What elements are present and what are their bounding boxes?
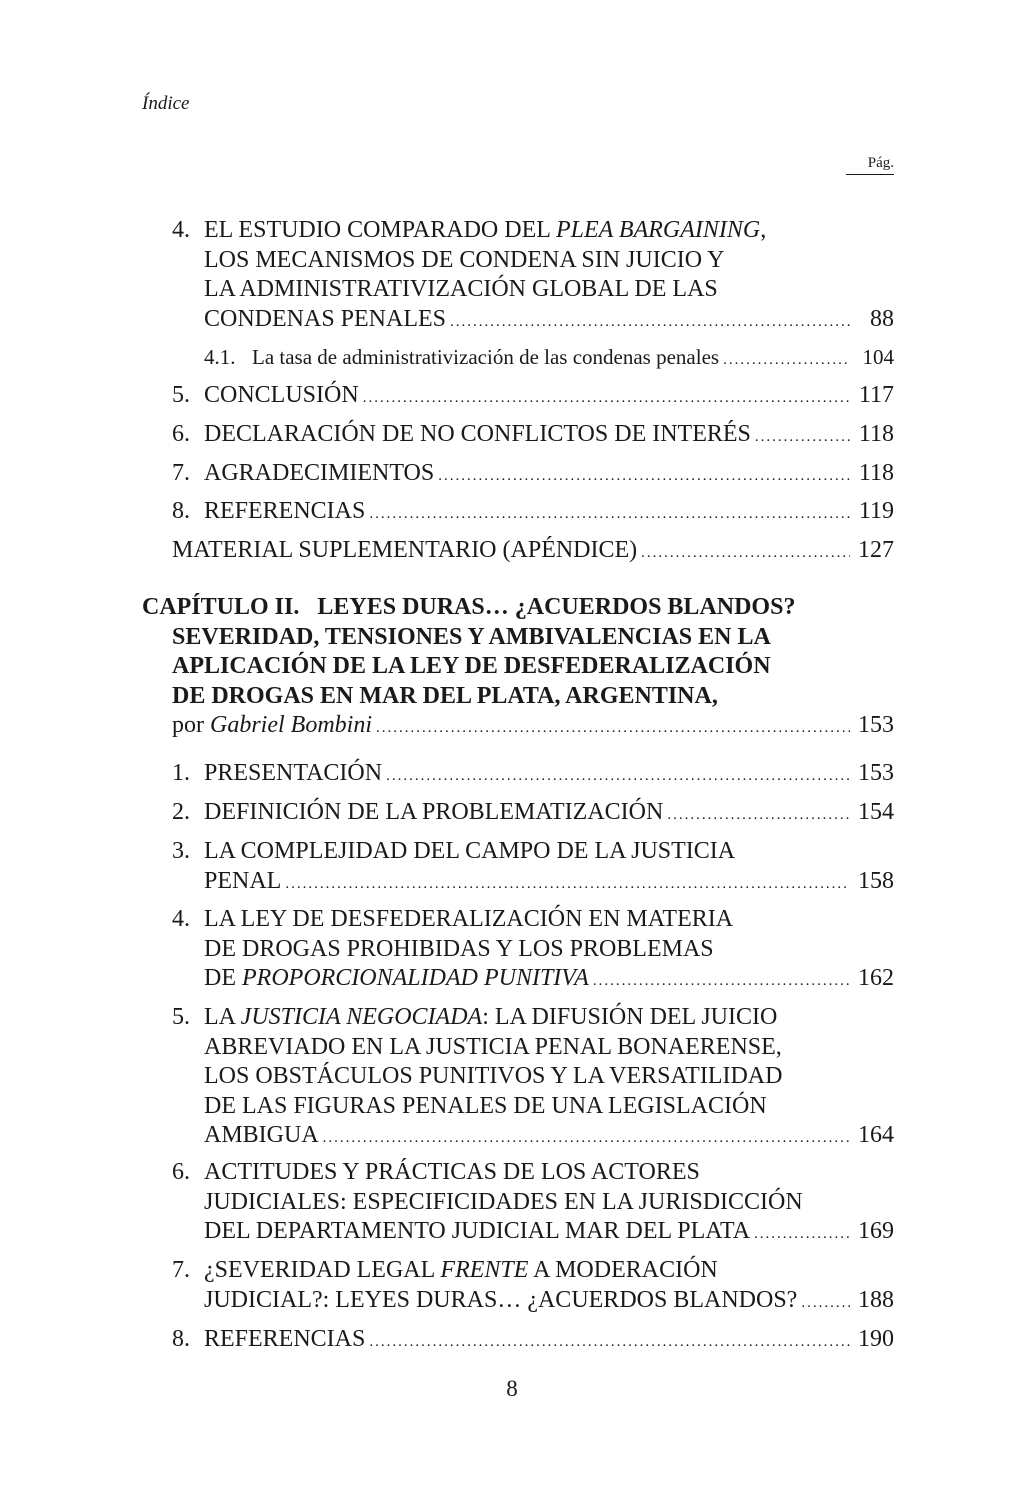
dot-leader <box>386 762 850 792</box>
toc-entry-page: 154 <box>858 799 894 825</box>
toc-entry-title: AGRADECIMIENTOS <box>204 460 435 486</box>
page-number: 8 <box>506 1376 518 1401</box>
dot-leader <box>667 801 850 831</box>
toc-entry[interactable] <box>172 381 894 411</box>
toc-entry-title-line: JUDICIALES: ESPECIFICIDADES EN LA JURISDICCIÓN <box>204 1188 803 1215</box>
toc-entry-number: 2. <box>172 799 190 825</box>
toc-entry-page: 190 <box>858 1326 894 1352</box>
toc-entry[interactable] <box>172 1003 894 1151</box>
toc-entry[interactable] <box>172 420 894 450</box>
toc-entry-page: 127 <box>858 537 894 563</box>
toc-entry-page: 104 <box>862 345 894 369</box>
dot-leader <box>323 1124 850 1154</box>
italic-text: PROPORCIONALIDAD PUNITIVA <box>242 965 589 991</box>
toc-entry-title: CONCLUSIÓN <box>204 382 359 408</box>
dot-leader <box>438 462 850 492</box>
dot-leader <box>450 308 850 338</box>
dot-leader <box>754 1220 850 1250</box>
toc-entry-page: 118 <box>858 421 894 447</box>
dot-leader <box>801 1289 850 1319</box>
toc-entry[interactable] <box>172 216 894 334</box>
toc-entry-title: DEL DEPARTAMENTO JUDICIAL MAR DEL PLATA <box>204 1218 751 1244</box>
toc-entry-title-line: LA ADMINISTRATIVIZACIÓN GLOBAL DE LAS <box>204 276 718 302</box>
toc-entry-title-line <box>204 420 894 450</box>
toc-entry[interactable] <box>172 905 894 994</box>
toc-entry-title: CONDENAS PENALES <box>204 305 447 332</box>
running-head: Índice <box>142 93 190 114</box>
toc-entry-title-line: ABREVIADO EN LA JUSTICIA PENAL BONAERENSE, <box>204 1033 782 1060</box>
chapter-author-line[interactable] <box>142 711 894 744</box>
toc-entry-title: DECLARACIÓN DE NO CONFLICTOS DE INTERÉS <box>204 421 751 447</box>
dot-leader <box>369 500 850 530</box>
toc-entry-number: 6. <box>172 421 190 447</box>
toc-entry-title-line: DE LAS FIGURAS PENALES DE UNA LEGISLACIÓN <box>204 1092 767 1119</box>
toc-entry-number: 5. <box>172 1004 190 1030</box>
toc-entry-number: 4.1. <box>204 345 236 369</box>
italic-text: PLEA BARGAINING <box>556 217 761 243</box>
toc-entry-title-line <box>204 459 894 489</box>
toc-entry-page: 158 <box>858 867 894 894</box>
toc-entry-title-line <box>204 759 894 789</box>
toc-entry-title: DEFINICIÓN DE LA PROBLEMATIZACIÓN <box>204 799 664 825</box>
author-name: Gabriel Bombini <box>210 712 372 738</box>
toc-entry-title-line: LOS OBSTÁCULOS PUNITIVOS Y LA VERSATILIDAD <box>204 1063 783 1089</box>
toc-entry-title: DE PROPORCIONALIDAD PUNITIVA <box>204 965 589 991</box>
toc-entry-title-line <box>204 305 894 335</box>
chapter-heading <box>142 593 894 744</box>
toc-entry-title: PRESENTACIÓN <box>204 760 383 786</box>
toc-entry-page: 119 <box>858 498 894 524</box>
toc-entry[interactable] <box>204 343 894 373</box>
toc-entry[interactable] <box>172 459 894 489</box>
author-prefix: por <box>172 712 210 738</box>
toc-entry-title-line <box>172 536 894 566</box>
toc-entry-title-line <box>204 381 894 411</box>
toc-entry-number: 8. <box>172 498 190 524</box>
toc-entry[interactable] <box>172 837 894 896</box>
toc-entry-page: 162 <box>858 965 894 991</box>
dot-leader <box>376 714 850 744</box>
toc-entry[interactable] <box>172 536 894 566</box>
toc-entry-title: La tasa de administrativización de las condenas penales <box>252 345 720 369</box>
toc-entry-title: PENAL <box>204 867 282 894</box>
toc-entry-number: 5. <box>172 382 190 408</box>
toc-entry-number: 7. <box>172 460 190 486</box>
toc-entry-title-line <box>204 964 894 994</box>
chapter-title-line: CAPÍTULO II. LEYES DURAS… ¿ACUERDOS BLANDOS? <box>142 594 796 620</box>
dot-leader <box>723 346 850 376</box>
toc-entry-number: 7. <box>172 1257 190 1283</box>
toc-entry-page: 153 <box>858 760 894 786</box>
dot-leader <box>641 539 850 569</box>
chapter-title-line: APLICACIÓN DE LA LEY DE DESFEDERALIZACIÓN <box>172 653 771 679</box>
toc-entry-number: 6. <box>172 1159 190 1185</box>
toc-entry-title-line: EL ESTUDIO COMPARADO DEL PLEA BARGAINING, <box>204 217 767 243</box>
toc-entry-title-line <box>204 497 894 527</box>
toc-entry[interactable] <box>172 798 894 828</box>
toc-entry[interactable] <box>172 497 894 527</box>
toc-entry-page: 169 <box>858 1218 894 1244</box>
toc-entry-number: 3. <box>172 838 190 864</box>
toc-entry-page: 164 <box>858 1122 894 1148</box>
toc-entry-number: 1. <box>172 760 190 786</box>
dot-leader <box>369 1328 850 1358</box>
toc-entry-title: JUDICIAL?: LEYES DURAS… ¿ACUERDOS BLANDOS? <box>204 1286 798 1313</box>
toc-entry-number: 8. <box>172 1326 190 1352</box>
toc-entry-title-line: LA LEY DE DESFEDERALIZACIÓN EN MATERIA <box>204 906 734 932</box>
italic-text: JUSTICIA NEGOCIADA <box>240 1004 483 1030</box>
toc-entry-number: 4. <box>172 217 190 243</box>
chapter-title-line: SEVERIDAD, TENSIONES Y AMBIVALENCIAS EN LA <box>172 623 771 650</box>
toc-entry-page: 88 <box>870 305 894 332</box>
dot-leader <box>363 384 850 414</box>
toc-entry[interactable] <box>172 1158 894 1247</box>
toc-entry-title-line: ACTITUDES Y PRÁCTICAS DE LOS ACTORES <box>204 1159 700 1185</box>
toc-entry-title-line <box>204 1121 894 1151</box>
chapter-page: 153 <box>858 712 894 738</box>
toc-entry-title-line: ¿SEVERIDAD LEGAL FRENTE A MODERACIÓN <box>204 1257 718 1283</box>
toc-entry-title-line: LA JUSTICIA NEGOCIADA: LA DIFUSIÓN DEL JUICIO <box>204 1004 778 1030</box>
toc-entry-title-line <box>204 1217 894 1247</box>
page-column-label: Pág. <box>846 155 894 175</box>
dot-leader <box>593 967 850 997</box>
toc-entry[interactable] <box>172 759 894 789</box>
chapter-title-line: DE DROGAS EN MAR DEL PLATA, ARGENTINA, <box>172 682 718 709</box>
toc-entry-title-line <box>204 1325 894 1355</box>
toc-entry-title-line <box>204 867 894 897</box>
toc-entry-title-line <box>204 1286 894 1316</box>
toc-entry-number: 4. <box>172 906 190 932</box>
toc-entry[interactable] <box>172 1256 894 1315</box>
toc-entry-title-line: DE DROGAS PROHIBIDAS Y LOS PROBLEMAS <box>204 935 714 962</box>
toc-entry-title-line <box>204 798 894 828</box>
toc-entry[interactable] <box>172 1325 894 1355</box>
italic-text: FRENTE <box>440 1257 529 1283</box>
toc-entry-page: 188 <box>858 1286 894 1313</box>
toc-entry-page: 118 <box>858 460 894 486</box>
toc-entry-title: REFERENCIAS <box>204 498 366 524</box>
toc-entry-title: AMBIGUA <box>204 1122 319 1148</box>
dot-leader <box>285 870 850 900</box>
dot-leader <box>755 423 850 453</box>
toc-entry-title: REFERENCIAS <box>204 1326 366 1352</box>
toc-entry-page: 117 <box>858 382 894 408</box>
toc-entry-title: MATERIAL SUPLEMENTARIO (APÉNDICE) <box>172 537 638 563</box>
toc-entry-title-line <box>252 343 894 373</box>
toc-entry-title-line: LA COMPLEJIDAD DEL CAMPO DE LA JUSTICIA <box>204 838 736 864</box>
toc-entry-title-line: LOS MECANISMOS DE CONDENA SIN JUICIO Y <box>204 246 725 273</box>
